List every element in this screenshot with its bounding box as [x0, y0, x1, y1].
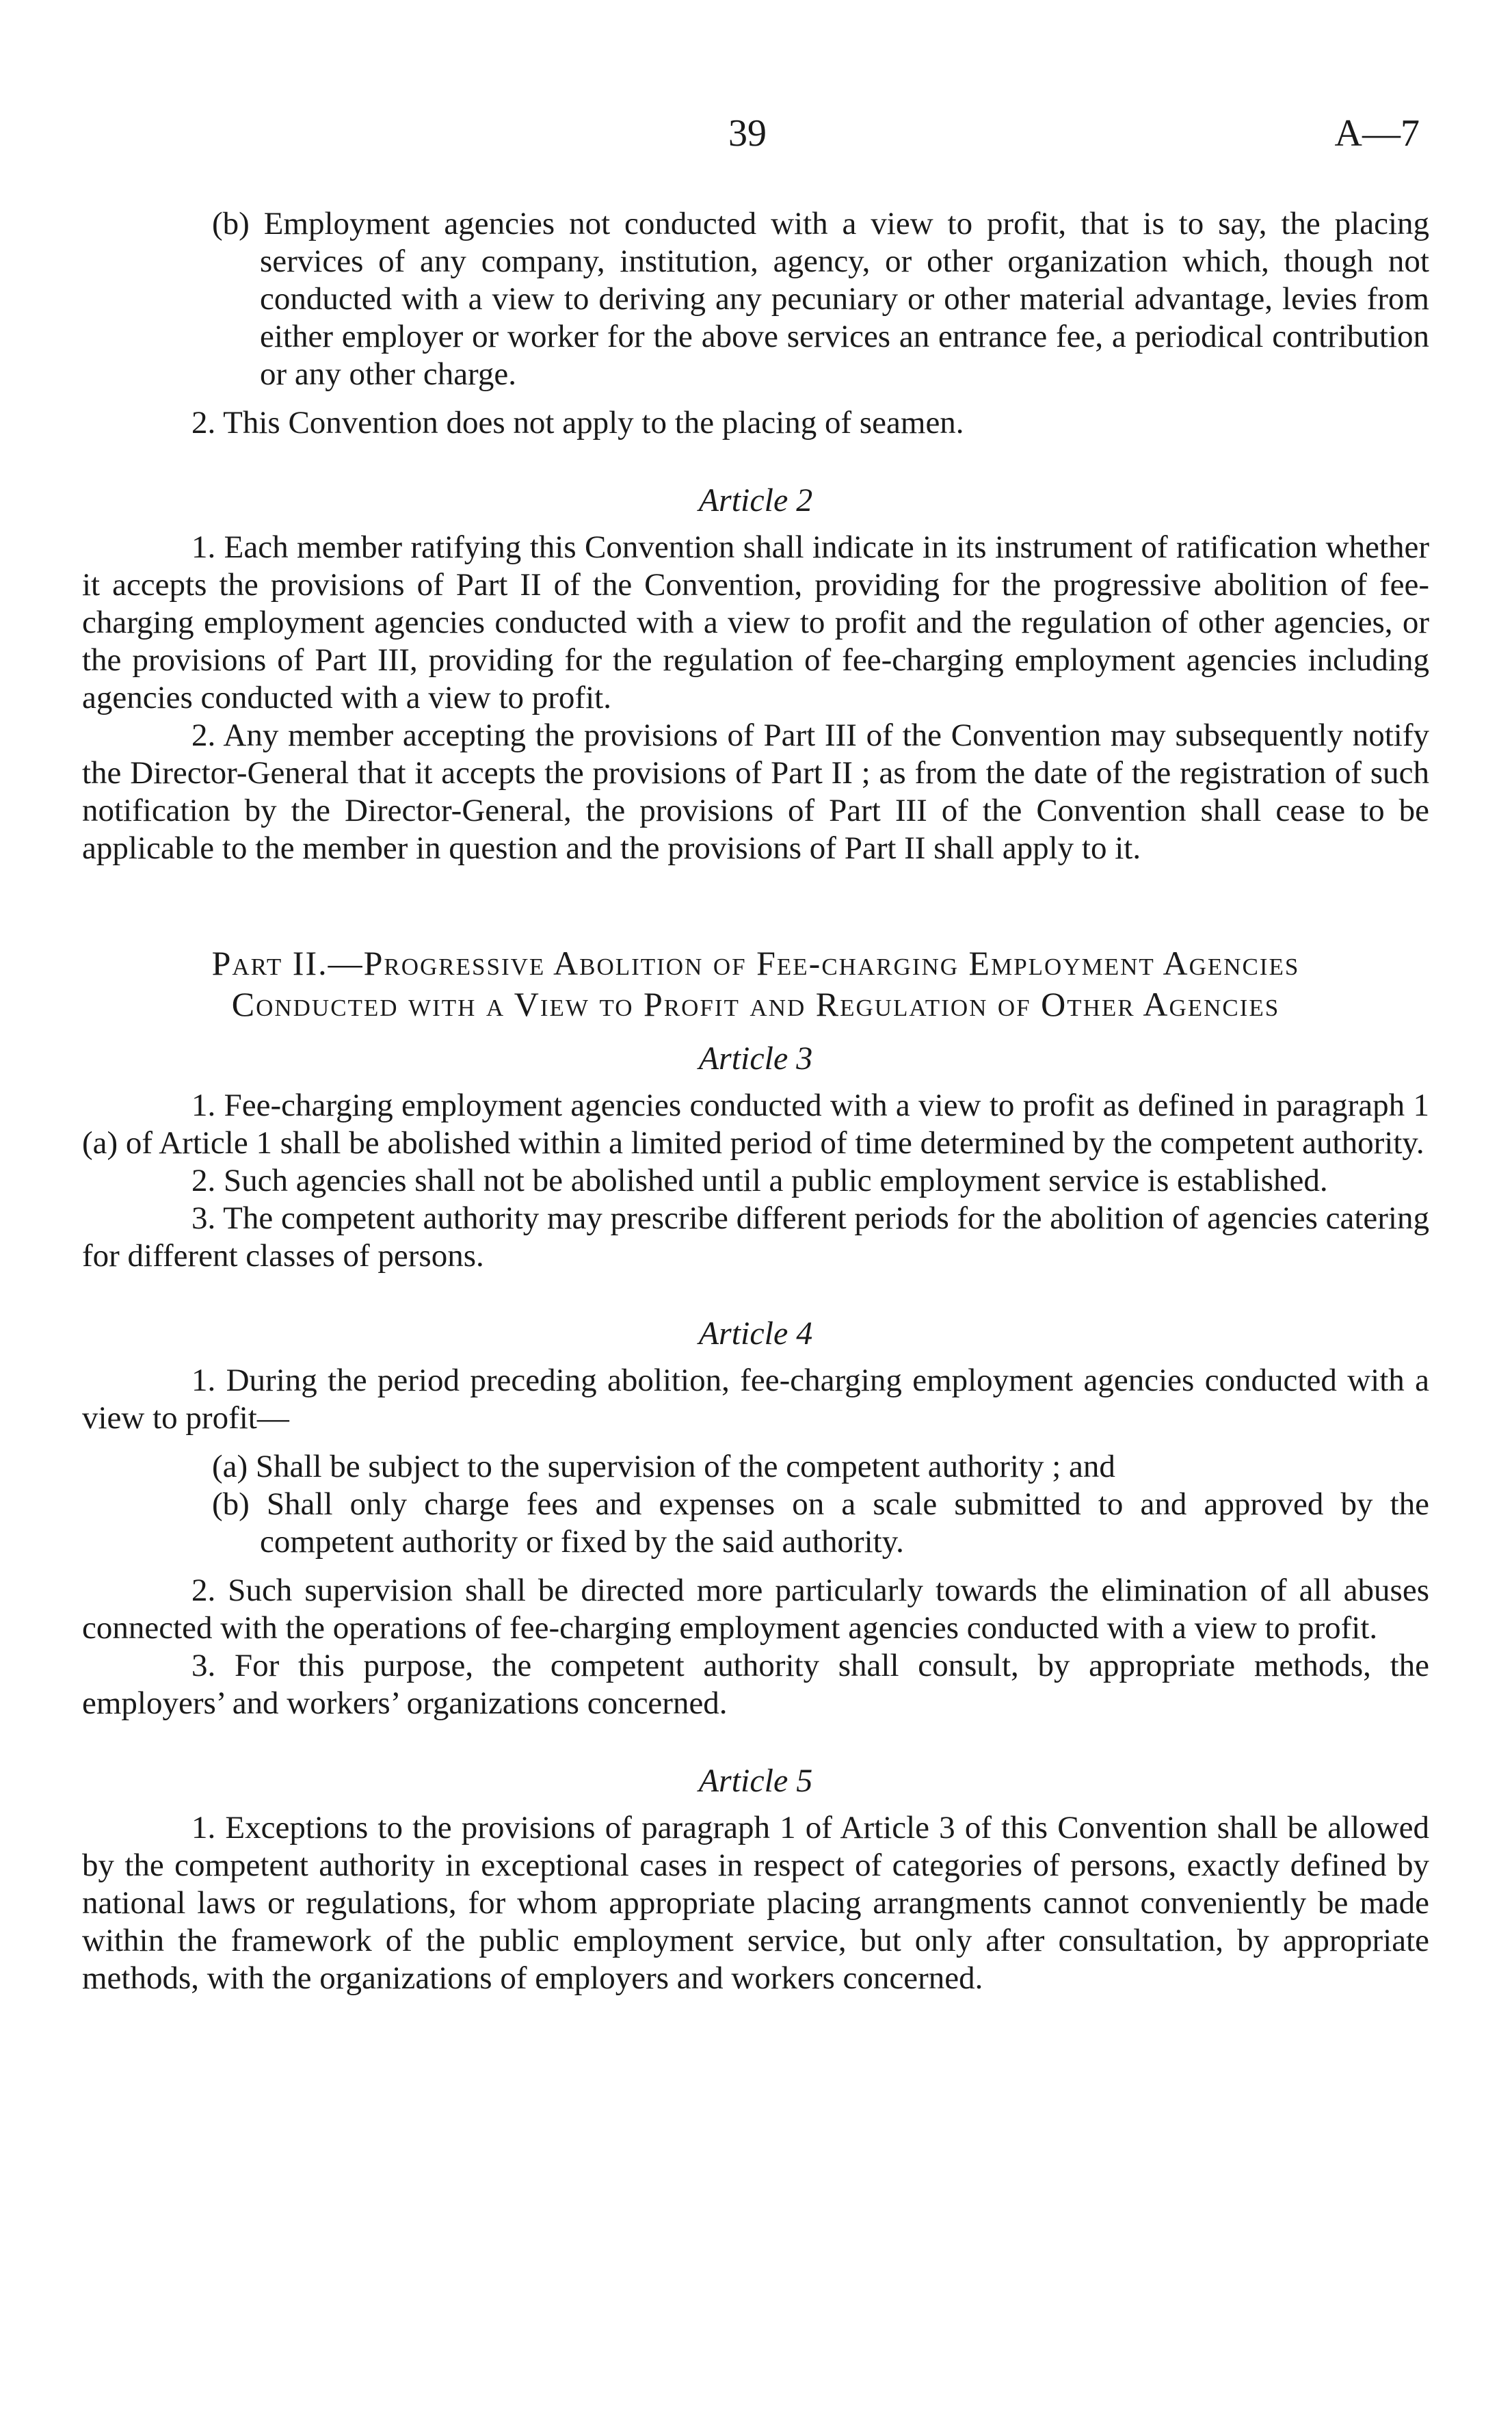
part2-title-line2: Conducted with a View to Profit and Regulation of Other Agencies [231, 985, 1280, 1023]
article1-paragraph-2: 2. This Convention does not apply to the placing of seamen. [191, 405, 964, 441]
article5-heading: Article 5 [698, 1763, 813, 1799]
article5-paragraph-1: 1. Exceptions to the provisions of paragraph 1 of Article 3 of this Convention shall be allowed by the competent authority in exceptional cases in respect of categories of persons, exactly defined by national laws or regulations, for whom appropriate placing arrangments cannot conveniently be made within the framework of the public employment service, but only after consultation, by appropriate methods, with the organizations of employers and workers concerned. [82, 1810, 1429, 1996]
article3-paragraph-2: 2. Such agencies shall not be abolished until a public employment service is established. [191, 1163, 1328, 1198]
document-reference: A—7 [1334, 112, 1420, 155]
article2-paragraph-1: 1. Each member ratifying this Convention shall indicate in its instrument of ratification whether it accepts the provisions of Part II of the Convention, providing for the progressive abolition of fee-charging employment agencies conducted with a view to profit and the regulation of other agencies, or the provisions of Part III, providing for the regulation of fee-charging employment agencies including agencies conducted with a view to profit. [82, 529, 1429, 715]
article4-item-b: (b) Shall only charge fees and expenses on a scale submitted to and approved by the competent authority or fixed by the said authority. [212, 1486, 1429, 1560]
part2-title-line1: Part II.—Progressive Abolition of Fee-charging Employment Agencies [211, 944, 1300, 982]
article2-heading: Article 2 [698, 482, 813, 518]
article3-paragraph-3: 3. The competent authority may prescribe different periods for the abolition of agencies catering for different classes of persons. [82, 1200, 1429, 1274]
article4-paragraph-2: 2. Such supervision shall be directed more particularly towards the elimination of all abuses connected with the operations of fee-charging employment agencies conducted with a view to profit. [82, 1573, 1429, 1646]
part2-title [82, 943, 1429, 1025]
page-header [0, 112, 1512, 163]
page-number: 39 [728, 112, 767, 155]
article1-item-b: (b) Employment agencies not conducted with a view to profit, that is to say, the placing services of any company, institution, agency, or other organization which, though not conducted with a view to deriving any pecuniary or other material advantage, levies from either employer or worker for the above services an entrance fee, a periodical contribution or any other charge. [212, 206, 1429, 392]
article4-item-a: (a) Shall be subject to the supervision of the competent authority ; and [212, 1449, 1115, 1484]
document-body [82, 205, 1429, 1997]
article4-paragraph-1: 1. During the period preceding abolition, fee-charging employment agencies conducted with a view to profit— [82, 1363, 1429, 1436]
article2-paragraph-2: 2. Any member accepting the provisions of Part III of the Convention may subsequently notify the Director-General that it accepts the provisions of Part II ; as from the date of the registration of such notification by the Director-General, the provisions of Part III of the Convention shall cease to be applicable to the member in question and the provisions of Part II shall apply to it. [82, 718, 1429, 866]
article4-heading: Article 4 [698, 1315, 813, 1352]
article3-heading: Article 3 [698, 1040, 813, 1077]
article3-paragraph-1: 1. Fee-charging employment agencies conducted with a view to profit as defined in paragraph 1 (a) of Article 1 shall be abolished within a limited period of time determined by the competent authority. [82, 1088, 1429, 1161]
article4-paragraph-3: 3. For this purpose, the competent authority shall consult, by appropriate methods, the employers’ and workers’ organizations concerned. [82, 1648, 1429, 1721]
